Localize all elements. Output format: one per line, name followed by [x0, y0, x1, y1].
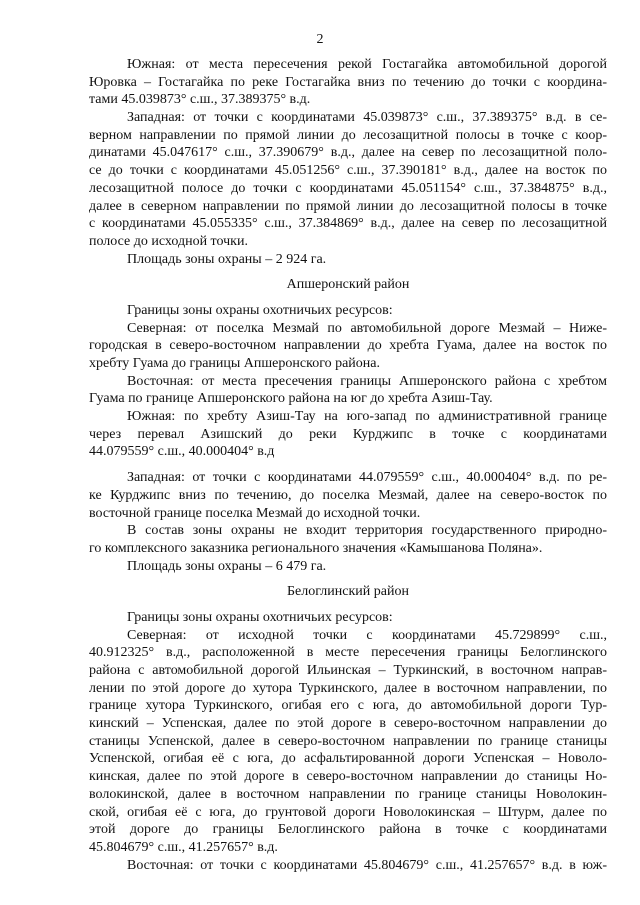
text-line: 40.912325° в.д., расположенной в месте пересечения границы Белоглинского — [89, 645, 607, 661]
text-line: 44.079559° с.ш., 40.000404° в.д — [89, 444, 275, 460]
text-line: ке Курджипс вниз по течению, до поселка Мезмай, далее на северо-восток по — [89, 487, 607, 503]
text-line: Успенской, огибая её с юга, до асфальтированной дороги Успенская – Новоло- — [89, 751, 607, 767]
text-line: городская в северо-восточном направлении до хребта Гуама, далее на восток по — [89, 338, 607, 354]
text-line: кинский – Успенская, далее по этой дороге в северо-восточном направлении до — [89, 716, 607, 732]
text-line: Границы зоны охраны охотничьих ресурсов: — [127, 302, 393, 318]
text-line: лении по этой дороге до хутора Туркинского, далее в восточном направлении, по — [89, 680, 607, 696]
text-line: ской, огибая её с юга, до грунтовой дороги Новолокинская – Штурм, далее по — [89, 804, 607, 820]
text-line: Западная: от точки с координатами 44.079559° с.ш., 40.000404° в.д. по ре- — [127, 470, 607, 486]
text-line: станицы Успенской, далее в северо-восточном направлении по границе станицы — [89, 733, 607, 749]
text-line: Площадь зоны охраны – 6 479 га. — [127, 558, 327, 574]
text-line: полосе до исходной точки. — [89, 233, 248, 249]
text-line: Северная: от исходной точки с координатами 45.729899° с.ш., — [127, 627, 607, 643]
spacer — [89, 575, 607, 583]
text-line: через перевал Азишский до реки Курджипс в точке с координатами — [89, 426, 607, 442]
text-line: Южная: по хребту Азиш-Тау на юго-запад по административной границе — [127, 409, 607, 425]
page-number: 2 — [316, 32, 324, 47]
text-line: Границы зоны охраны охотничьих ресурсов: — [127, 609, 393, 625]
spacer — [89, 461, 607, 469]
document-body — [89, 56, 607, 874]
text-line: волокинской, далее в восточном направлении по границе станицы Новолокин- — [89, 786, 607, 802]
text-line: Южная: от места пересечения рекой Гостагайка автомобильной дорогой — [127, 57, 607, 72]
text-line: верном направлении по прямой линии до лесозащитной полосы в точке с коор- — [89, 127, 607, 143]
spacer — [89, 601, 607, 609]
text-line: Восточная: от точки с координатами 45.804679° с.ш., 41.257657° в.д. в юж- — [127, 857, 607, 873]
text-line: Гуама по границе Апшеронского района на юг до хребта Азиш-Тау. — [89, 391, 493, 407]
text-line: границе хутора Туркинского, огибая его с юга, до автомобильной дороги Тур- — [89, 698, 607, 714]
text-line: динатами 45.047617° с.ш., 37.390679° в.д., далее на север по лесозащитной поло- — [89, 145, 607, 161]
text-line: Юровка – Гостагайка по реке Гостагайка вниз по течению до точки с координа- — [89, 74, 607, 90]
text-line: Северная: от поселка Мезмай по автомобильной дороге Мезмай – Ниже- — [127, 320, 607, 336]
text-line: 45.804679° с.ш., 41.257657° в.д. — [89, 839, 278, 855]
text-line: восточной границе поселка Мезмай до исходной точки. — [89, 505, 421, 521]
spacer — [89, 294, 607, 302]
spacer — [89, 268, 607, 276]
text-line: кинская, далее по этой дороге в северо-восточном направлении до станицы Но- — [89, 769, 607, 785]
text-line: се до точки с координатами 45.051256° с.ш., 37.390181° в.д., далее на восток по — [89, 163, 607, 179]
text-line: далее в северном направлении по прямой линии до лесозащитной полосы в точке — [89, 198, 607, 214]
text-line: хребту Гуама до границы Апшеронского района. — [89, 356, 380, 371]
text-line: тами 45.039873° с.ш., 37.389375° в.д. — [89, 92, 311, 108]
text-line: лесозащитной полосе до точки с координатами 45.051154° с.ш., 37.384875° в.д., — [89, 180, 607, 196]
section-heading: Апшеронский район — [286, 277, 410, 293]
section-heading: Белоглинский район — [287, 584, 409, 600]
text-line: Западная: от точки с координатами 45.039873° с.ш., 37.389375° в.д. в се- — [127, 110, 607, 126]
text-line: с координатами 45.055335° с.ш., 37.384869° в.д., далее на север по лесозащитной — [89, 216, 607, 232]
text-line: Площадь зоны охраны – 2 924 га. — [127, 251, 327, 267]
page-bottom — [0, 880, 640, 905]
text-line: района с автомобильной дорогой Ильинская – Туркинский, в восточном направ- — [89, 663, 607, 678]
text-line: этой дороге до границы Белоглинского района в точке с координатами — [89, 822, 607, 838]
text-line: Восточная: от места пресечения границы Апшеронского района с хребтом — [127, 373, 607, 389]
text-line: В состав зоны охраны не входит территория государственного природно- — [127, 523, 607, 539]
text-line: го комплексного заказника регионального значения «Камышанова Поляна». — [89, 540, 543, 556]
